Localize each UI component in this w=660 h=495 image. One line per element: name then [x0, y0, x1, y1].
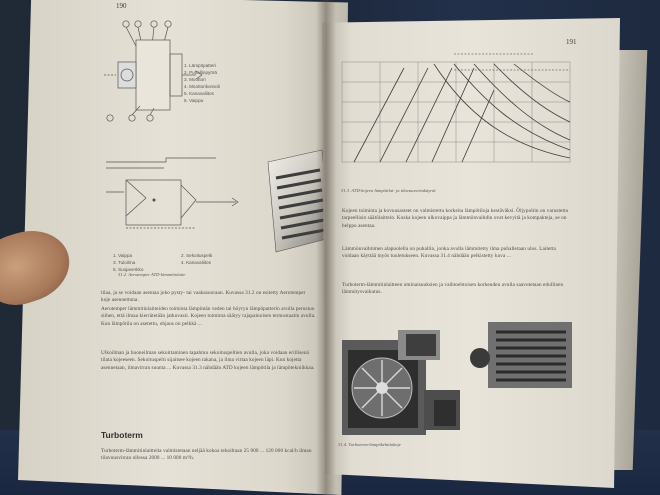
legend-item: 4. Kanavaliitos [181, 260, 211, 265]
paragraph: Lämmönvaihtimen alapuolella on puhallin, jonka avulla lämmitetty ilma puhalletaan ulos. Laitetta voidaan käyttää myös tuuletukseen. Kuvassa 31.4 nähdään pelkistetty kuva ... [342, 246, 556, 260]
callout-1 [123, 21, 129, 27]
legend-item: 2. Sekoituspelti [181, 253, 213, 258]
callout-4 [165, 21, 171, 27]
mixing-damper-diagram [96, 140, 256, 255]
legend-item: 4. Moottorikonsoli [184, 84, 221, 89]
paragraph: Ulkoilman ja huoneilman sekoittaminen tapahtuu sekoituspeltien avulla, joka voidaan erillisenä tilata kojeeseen. Sekoituspelti sijaitsee kojeen takana, ja ilma virtaa kojeen läpi. Kun kojetta asennetaan, ilmavirran suunta ... Kuvassa 31.3 nähdään ATD kojeen lämpötila ja lämpötekniikkaa. [101, 350, 315, 371]
legend-item: 6. Vaippa [184, 98, 204, 103]
callout-2 [135, 21, 141, 27]
legend-item: 3. Tuloilma [113, 260, 136, 265]
mixing-legend [113, 252, 263, 273]
right-page-number: 191 [566, 38, 577, 46]
legend-item: 1. Lämpöpatteri [184, 63, 216, 68]
left-page-number: 190 [116, 2, 127, 10]
temperature-flow-chart [334, 40, 584, 190]
component-legend [184, 62, 220, 104]
legend-item: 3. Moottori [184, 77, 206, 82]
paragraph: Kojeen toiminta ja kovuusasteet on valmistettu korkeita lämpötiloja kestäväksi. Öljypoltin on varustettu tarpeellisin säätölaittein. Koska kojeen ulkovaippa ja lämmönvaihdin ovat kevyitä ja kompakteja, se on helppo asentaa. [342, 208, 569, 229]
paragraph: Turboterm-lämmitinlaitteen ominaisuuksien ja vaihtoehtoisen korkeuden avulla saavutetaan edullinen lämmitysvaikutus. [342, 282, 564, 296]
legend-item: 5. Suojaverkko [113, 267, 144, 272]
turboterm-heater-photo [338, 320, 468, 445]
paragraph: Aerotemper lämmitinlaitteiden toiminta lämpimän veden tai höyryn lämpöpatterin avulla perustuu siihen, että ilmaa kierrätetään jatkuvasti. Kojeen toiminta säätyy rajapainoisen termostaatin avulla. Kun lämpötila on asetettu, ohjaus on pelkkä ... [101, 306, 316, 327]
callout-3 [151, 21, 157, 27]
section-heading: Turboterm [101, 430, 143, 440]
figure-caption: 31.2. Aerotemper ATD-lämmitinlaite [118, 272, 186, 277]
paragraph: Turboterm-lämmitinlaitteita valmistetaan neljää kokoa tehoiltaan 25 000 ... 120 000 kcal/h ilman tilavuusvirran ollessa 2000 ... 10 000 m³/h. [101, 448, 312, 462]
legend-item: 1. Vaippa [113, 253, 133, 258]
machine-caption: 31.4. Turboterm-lämpökehitinkoje [338, 442, 401, 447]
book-spine-shadow [316, 0, 336, 495]
legend-item: 2. Puhallinpyörä [184, 70, 217, 75]
legend-item: 5. Kanavaliitos [184, 91, 214, 96]
heater-unit-photo-2 [466, 318, 576, 393]
heater-cross-section-diagram [96, 18, 261, 128]
paragraph: tilaa, ja se voidaan asentaa joko pysty- tai vaakasuoraan. Kuvassa 31.2 on esitetty Aerotemper koje asennettuna. [101, 290, 306, 304]
chart-caption: 31.3. ATD-kojeen lämpötilat- ja tilavuusvirtakäyrät [341, 188, 436, 193]
